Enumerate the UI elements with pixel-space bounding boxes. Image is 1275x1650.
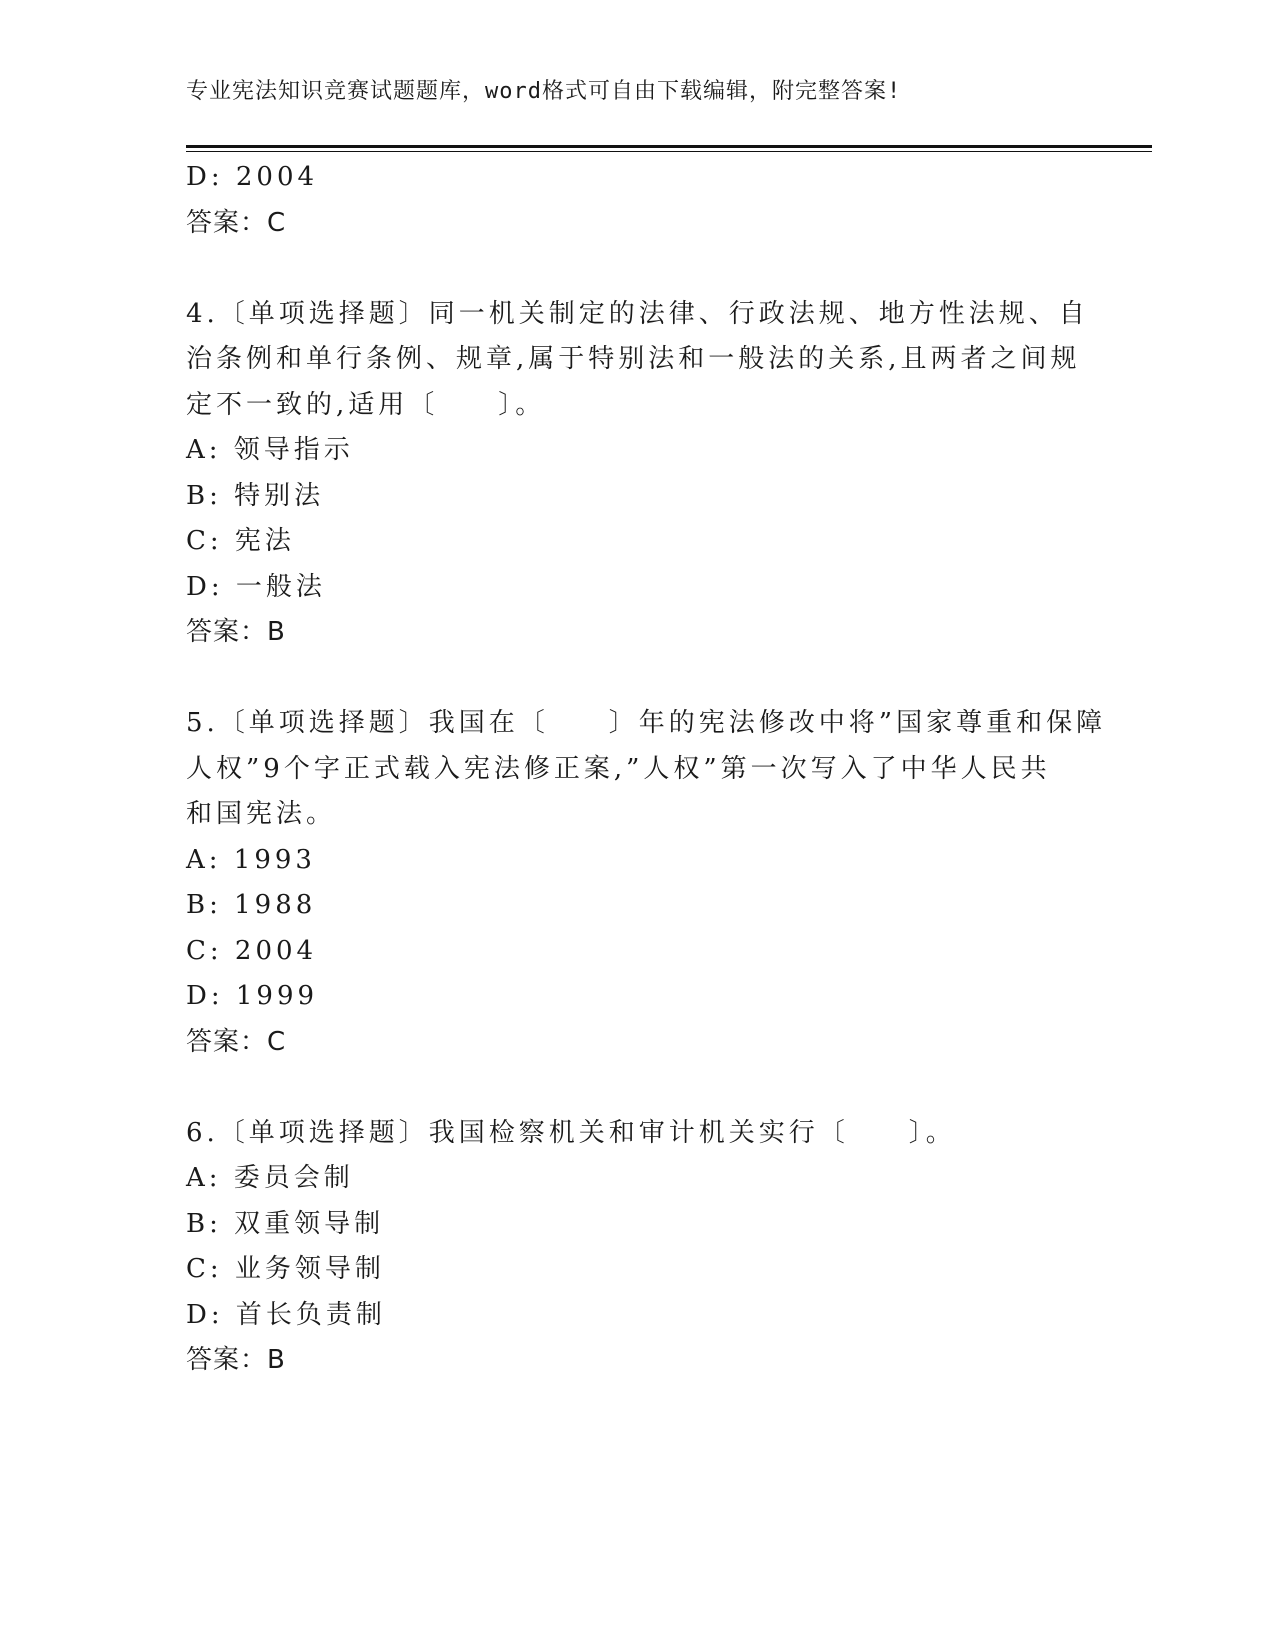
question-4-answer: 答案：B <box>186 617 286 647</box>
question-list <box>186 155 1107 1384</box>
question-5-option-b: B: 1988 <box>186 890 317 920</box>
question-5-option-a: A: 1993 <box>186 844 316 875</box>
question-4-option-d: D: 一般法 <box>186 571 326 602</box>
spacer <box>186 1065 1086 1111</box>
question-6-option-a: A: 委员会制 <box>186 1163 354 1193</box>
question-5-text-line: 人权”9个字正式载入宪法修正案,”人权”第一次写入了中华人民共 <box>186 753 1051 784</box>
question-6-option-d: D: 首长负责制 <box>186 1299 386 1330</box>
question-4-text-line: 定不一致的,适用〔 〕。 <box>186 389 546 420</box>
question-5-option-c: C: 2004 <box>186 935 318 966</box>
spacer <box>186 656 1086 702</box>
question-6-text-line: 6.〔单项选择题〕我国检察机关和审计机关实行〔 〕。 <box>186 1117 956 1148</box>
question-4 <box>186 292 1089 656</box>
question-4-text-line: 4.〔单项选择题〕同一机关制定的法律、行政法规、地方性法规、自 <box>186 298 1089 329</box>
question-6 <box>186 1111 1086 1384</box>
prev-option-d: D: 2004 <box>186 162 319 192</box>
question-6-option-c: C: 业务领导制 <box>186 1254 385 1284</box>
question-5-answer: 答案：C <box>186 1026 287 1057</box>
question-5-text-line: 和国宪法。 <box>186 799 337 829</box>
prev-answer: 答案：C <box>186 207 287 238</box>
question-4-option-a: A: 领导指示 <box>186 435 354 465</box>
header-rule-thick <box>186 145 1152 148</box>
question-4-option-c: C: 宪法 <box>186 526 295 556</box>
question-6-option-b: B: 双重领导制 <box>186 1208 385 1239</box>
page-header: 专业宪法知识竞赛试题题库，word格式可自由下载编辑，附完整答案! <box>186 79 902 104</box>
question-6-answer: 答案：B <box>186 1345 286 1375</box>
question-5-option-d: D: 1999 <box>186 981 319 1011</box>
spacer <box>186 246 1086 292</box>
question-4-option-b: B: 特别法 <box>186 480 325 511</box>
question-5-text-line: 5.〔单项选择题〕我国在〔 〕年的宪法修改中将”国家尊重和保障 <box>186 708 1107 738</box>
header-rule-thin <box>186 151 1152 152</box>
question-4-text-line: 治条例和单行条例、规章,属于特别法和一般法的关系,且两者之间规 <box>186 344 1081 374</box>
question-5 <box>186 701 1107 1065</box>
